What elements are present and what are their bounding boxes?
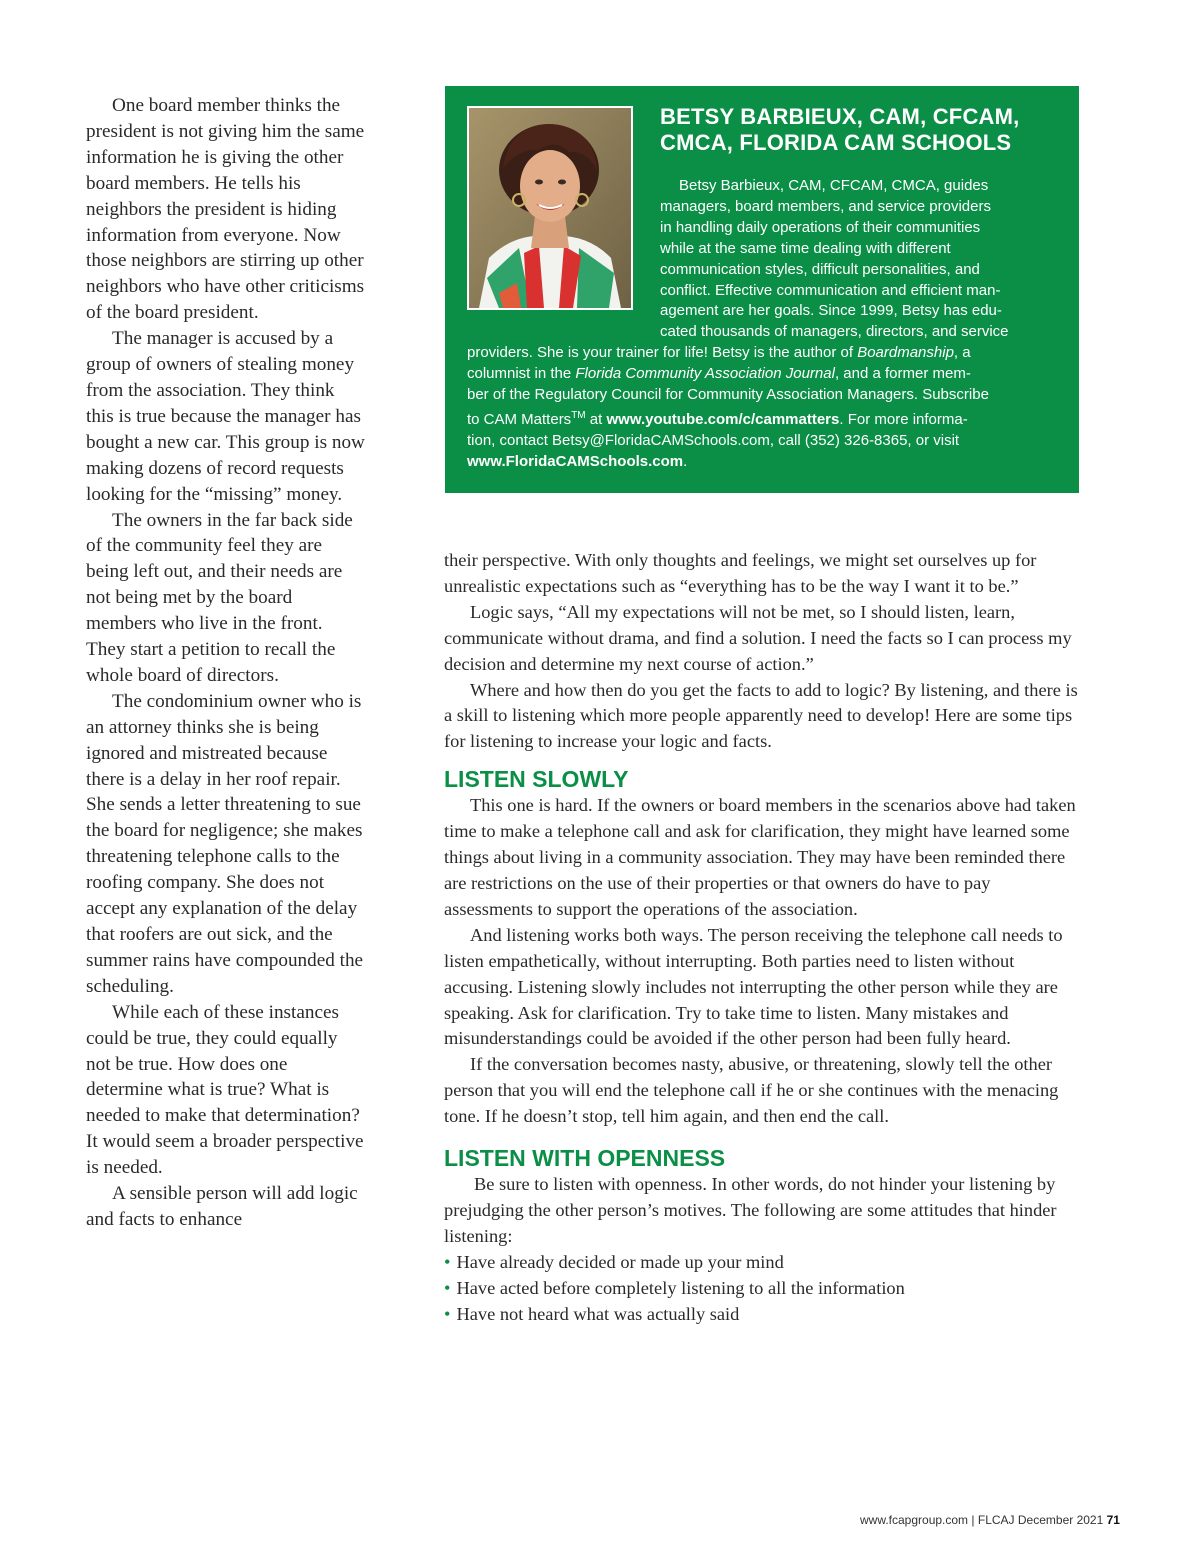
youtube-link[interactable]: www.youtube.com/c/cammatters xyxy=(606,410,840,428)
bio-line-13: tion, contact Betsy@FloridaCAMSchools.com, call (352) 326-8365, or visit xyxy=(467,431,960,449)
left-paragraph-1: One board member thinks the president is not giving him the same information he is giving the other board members. He tells his neighbors the president is hiding information from everyone. Now those neighbors are stirring up other neighbors who have other criticisms of the board president. xyxy=(86,95,365,324)
slowly-paragraph-1: This one is hard. If the owners or board members in the scenarios above had taken time to make a telephone call and ask for clarification, they might have learned some things about living in a community association. They may have been reminded there are restrictions on the use of their properties or that owners do have to pay assessments to support the operations of the association. xyxy=(444,795,1076,919)
list-item-text: Have not heard what was actually said xyxy=(456,1303,740,1324)
slowly-paragraph-2: And listening works both ways. The person receiving the telephone call needs to listen empathetically, without interrupting. Both parties need to listen without accusing. Listening slowly includes not interrupting the other person while they are speaking. Ask for clarification. Try to take time to listen. Many mistakes and misunderstandings could be avoided if the other person had been fully heard. xyxy=(444,924,1063,1049)
left-paragraph-5: While each of these instances could be true, they could equally not be true. How does one determine what is true? What is needed to make that determination? It would seem a broader perspective is needed. xyxy=(86,1001,364,1179)
bio-text-segment: to CAM Matters xyxy=(467,410,572,428)
bullet-icon: • xyxy=(444,1251,451,1272)
bio-line: communication styles, difficult personalities, and xyxy=(660,260,980,278)
bio-line: conflict. Effective communication and efficient man- xyxy=(660,281,1001,299)
author-heading-line-1: BETSY BARBIEUX, CAM, CFCAM, xyxy=(660,104,1020,129)
journal-title: Florida Community Association Journal xyxy=(575,365,835,383)
bio-text-segment: . For more informa- xyxy=(839,410,968,428)
left-column xyxy=(86,93,366,1233)
bio-line: managers, board members, and service providers xyxy=(660,197,991,215)
bio-line: while at the same time dealing with different xyxy=(660,239,951,257)
book-title: Boardmanship xyxy=(857,344,954,362)
main-paragraph-intro: their perspective. With only thoughts and feelings, we might set ourselves up for unrealistic expectations such as “everything has to be the way I want it to be.” xyxy=(444,550,1037,596)
main-paragraph-where: Where and how then do you get the facts to add to logic? By listening, and there is a skill to listening which more people apparently need to develop! Here are some tips for listening to increase your logic and facts. xyxy=(444,679,1078,752)
bio-text-segment: , and a former mem- xyxy=(834,365,971,383)
bio-text-segment: , a xyxy=(953,344,971,362)
bio-line: agement are her goals. Since 1999, Betsy has edu- xyxy=(660,302,1002,320)
footer-issue-date: December 2021 xyxy=(1017,1513,1104,1527)
list-item xyxy=(444,1302,1080,1328)
website-link[interactable]: www.FloridaCAMSchools.com xyxy=(467,452,684,470)
bio-line-10 xyxy=(467,364,1059,385)
main-column xyxy=(444,548,1080,1327)
list-item-text: Have acted before completely listening to all the information xyxy=(456,1277,905,1298)
hindrance-list xyxy=(444,1250,1080,1328)
author-bio-text xyxy=(467,176,1059,473)
bio-line: Betsy Barbieux, CAM, CFCAM, CMCA, guides xyxy=(679,177,989,194)
page-footer xyxy=(860,1513,1120,1527)
openness-paragraph: Be sure to listen with openness. In other words, do not hinder your listening by prejudging the other person’s motives. The following are some attitudes that hinder listening: xyxy=(444,1174,1057,1246)
slowly-paragraph-3: If the conversation becomes nasty, abusive, or threatening, slowly tell the other person that you will end the telephone call if he or she continues with the menacing tone. If he doesn’t stop, tell him again, and then end the call. xyxy=(444,1054,1059,1127)
bio-line-12 xyxy=(467,406,1059,431)
list-item-text: Have already decided or made up your mind xyxy=(456,1251,784,1272)
bullet-icon: • xyxy=(444,1303,451,1324)
trademark-mark: TM xyxy=(571,409,586,421)
bio-line-11: ber of the Regulatory Council for Community Association Managers. Subscribe xyxy=(467,386,989,404)
left-paragraph-4: The condominium owner who is an attorney thinks she is being ignored and mistreated because there is a delay in her roof repair. She sends a letter threatening to sue the board for negligence; she makes threatening telephone calls to the roofing company. She does not accept any explanation of the delay that roofers are out sick, and the summer rains have compounded the scheduling. xyxy=(86,690,364,997)
author-bio-box xyxy=(445,86,1079,493)
author-heading-line-2: CMCA, FLORIDA CAM SCHOOLS xyxy=(660,130,1012,155)
bio-text-segment: at xyxy=(585,410,607,428)
bullet-icon: • xyxy=(444,1277,451,1298)
bio-line: cated thousands of managers, directors, and service xyxy=(660,323,1009,341)
left-paragraph-6: A sensible person will add logic and facts to enhance xyxy=(86,1183,358,1230)
bio-line-9 xyxy=(467,343,1059,364)
footer-publication: FLCAJ xyxy=(977,1513,1015,1527)
main-paragraph-logic: Logic says, “All my expectations will not be met, so I should listen, learn, communicate without drama, and find a solution. I need the facts so I can process my decision and determine my next course of action.” xyxy=(444,601,1072,674)
footer-website: www.fcapgroup.com xyxy=(860,1513,969,1527)
footer-separator: | xyxy=(971,1513,975,1527)
list-item xyxy=(444,1276,1080,1302)
left-paragraph-3: The owners in the far back side of the community feel they are being left out, and their needs are not being met by the board members who live in the front. They start a petition to recall the whole board of directors. xyxy=(86,509,353,686)
list-item xyxy=(444,1250,1080,1276)
left-paragraph-2: The manager is accused by a group of owners of stealing money from the association. They think this is true because the manager has bought a new car. This group is now making dozens of record requests looking for the “missing” money. xyxy=(86,328,365,505)
bio-line-14 xyxy=(467,452,1059,473)
section-heading-listen-with-openness: LISTEN WITH OPENNESS xyxy=(444,1145,726,1172)
author-name-heading xyxy=(660,104,1060,156)
bio-text-segment: providers. She is your trainer for life! Betsy is the author of xyxy=(467,344,858,362)
bio-text-segment: columnist in the xyxy=(467,365,576,383)
bio-line: in handling daily operations of their communities xyxy=(660,218,981,236)
page-number: 71 xyxy=(1106,1513,1120,1527)
section-heading-listen-slowly: LISTEN SLOWLY xyxy=(444,766,629,793)
bio-text-segment: . xyxy=(683,452,688,470)
